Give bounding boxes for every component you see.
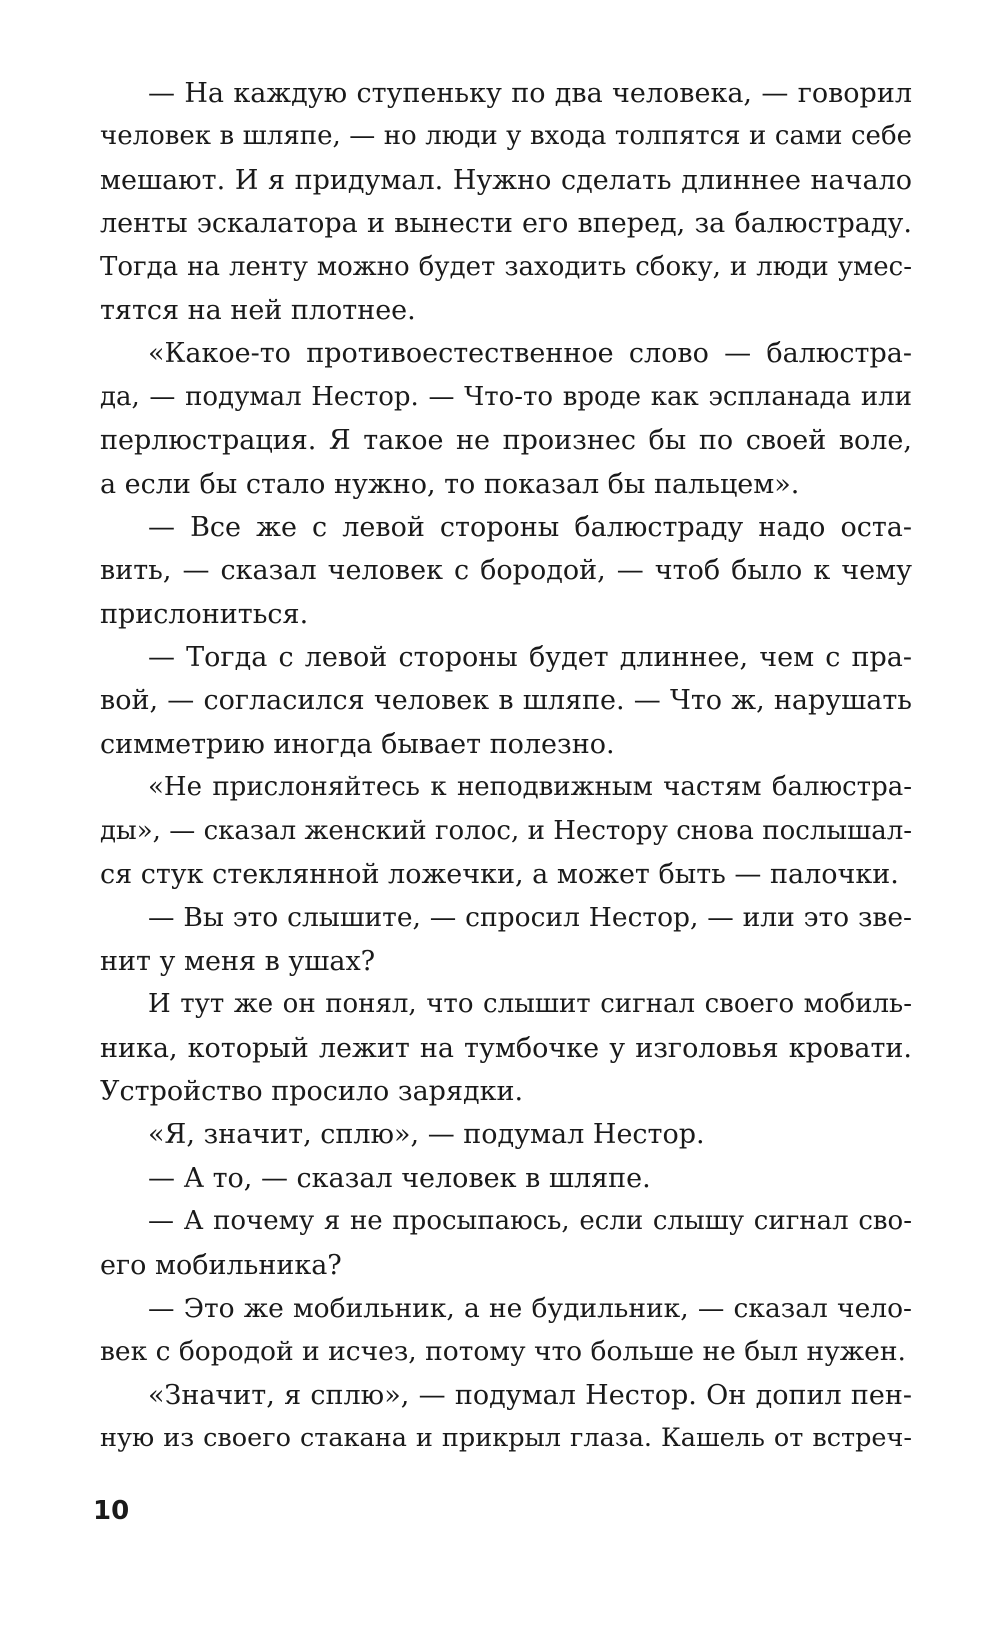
text-line: его мобильника? [100,1249,342,1281]
page-number: 10 [93,1496,130,1526]
text-line: — А то, — сказал человек в шляпе. [148,1162,651,1194]
text-line: Устройство просило зарядки. [100,1075,524,1107]
text-line: человек в шляпе, — но люди у входа толпятся и сами себе [100,121,912,152]
text-line: а если бы стало нужно, то показал бы пальцем». [100,468,800,500]
text-line: ся стук стеклянной ложечки, а может быть — палочки. [100,859,899,891]
text-line: симметрию иногда бывает полезно. [100,728,615,760]
text-line: И тут же он понял, что слышит сигнал своего мобиль- [148,989,912,1020]
text-line: — Это же мобильник, а не будильник, — сказал чело- [148,1292,912,1324]
text-line: ленты эскалатора и вынести его вперед, за балюстраду. [100,208,912,240]
text-line: тятся на ней плотнее. [100,294,416,326]
text-line: — Вы это слышите, — спросил Нестор, — или это зве- [148,902,912,934]
text-line: «Не прислоняйтесь к неподвижным частям балюстра- [148,772,912,803]
text-line: — Все же с левой стороны балюстраду надо оста- [148,511,912,543]
text-line: ную из своего стакана и прикрыл глаза. Кашель от встреч- [100,1423,912,1454]
text-line: вить, — сказал человек с бородой, — чтоб было к чему [100,555,912,587]
text-line: перлюстрация. Я такое не произнес бы по своей воле, [100,425,912,457]
text-line: — Тогда с левой стороны будет длиннее, чем с пра- [148,642,912,674]
text-line: «Какое-то противоестественное слово — балюстра- [148,338,912,370]
text-line: да, — подумал Нестор. — Что-то вроде как эспланада или [100,381,912,412]
text-line: — А почему я не просыпаюсь, если слышу сигнал сво- [148,1206,912,1237]
text-line: «Я, значит, сплю», — подумал Нестор. [148,1119,705,1151]
text-line: ника, который лежит на тумбочке у изголовья кровати. [100,1032,912,1064]
text-line: прислониться. [100,598,309,630]
text-line: нит у меня в ушах? [100,945,376,977]
text-line: вой, — согласился человек в шляпе. — Что ж, нарушать [100,685,912,717]
text-line: «Значит, я сплю», — подумал Нестор. Он допил пен- [148,1379,912,1411]
text-line: — На каждую ступеньку по два человека, — говорил [148,78,912,109]
text-line: ды», — сказал женский голос, и Нестору снова послышал- [100,815,912,846]
text-line: век с бородой и исчез, потому что больше не был нужен. [100,1336,906,1368]
body-text [100,72,912,1461]
text-line: Тогда на ленту можно будет заходить сбоку, и люди умес- [100,251,912,282]
text-line: мешают. И я придумал. Нужно сделать длиннее начало [100,164,912,196]
